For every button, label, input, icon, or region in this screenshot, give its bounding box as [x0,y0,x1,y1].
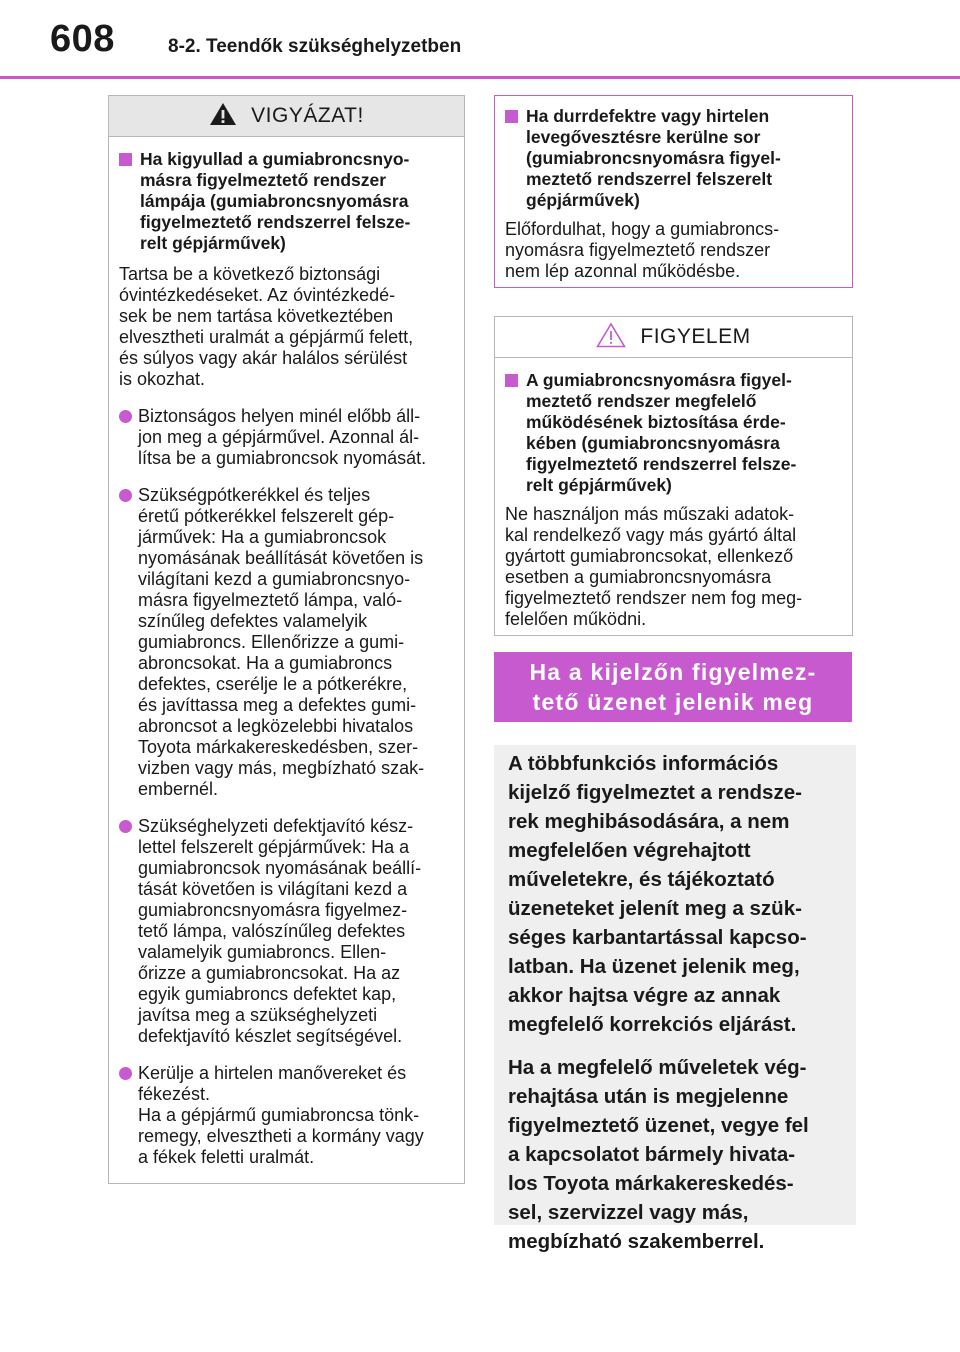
caution-subheading-text: Ha kigyullad a gumiabroncsnyo- másra figyelmeztető rendszer lámpája (gumiabroncsnyomásra figyelmeztető rendszerrel felsze- relt gépjárművek) [140,149,411,253]
round-bullet-icon [119,410,132,423]
info-paragraph: Ha a megfelelő műveletek vég- rehajtása után is megjelenne figyelmeztető üzenet, vegye fel a kapcsolatot bármely hivata- los Toyota márkakereskedés- sel, szervizzel vagy más, megbízható szakemberrel. [508,1056,809,1253]
caution-header [109,96,464,137]
section-banner [494,652,852,722]
list-item-text: Szükségpótkerékkel és teljes éretű pótkerékkel felszerelt gép- járművek: Ha a gumiabroncsok nyomásának beállítását követően is világítani kezd a gumiabroncsnyo- másra figyelmeztető lámpa, való- színűleg defektes valamelyik gumiabroncs. Ellenőrizze a gumi- abroncsokat. Ha a gumiabroncs defektes, cserélje le a pótkerékre, és javíttassa meg a defektes gumi- abroncsot a legközelebbi hivatalos Toyota márkakereskedésben, szer- vizben vagy más, megbízható szak- embernél. [138,485,425,799]
square-bullet-icon [119,153,132,166]
notice-subheading [505,370,838,496]
caution-box [108,95,465,1184]
list-item-text: Biztonságos helyen minél előbb áll- jon meg a gépjárművel. Azonnal ál- lítsa be a gumiabroncsok nyomását. [138,406,427,468]
notice-header [495,317,852,358]
header-rule [0,76,960,79]
caution-continued-subheading [505,106,838,211]
notice-subheading-text: A gumiabroncsnyomásra figyel- meztető rendszer megfelelő működésének biztosítása érde- kében (gumiabroncsnyomásra figyelmeztető rendszerrel felsze- relt gépjárművek) [526,370,797,495]
list-item [119,816,450,1047]
caution-subheading [119,149,450,254]
caution-title: VIGYÁZAT! [251,104,364,127]
info-paragraph: A többfunkciós információs kijelző figyelmeztet a rendsze- rek meghibásodására, a nem megfelelően végrehajtott műveletekre, és tájékoztató üzeneteket jelenít meg a szük- séges karbantartással kapcso- latban. Ha üzenet jelenik meg, akkor hajtsa végre az annak megfelelő korrekciós eljárást. [508,752,807,1036]
notice-text: Ne használjon más műszaki adatok- kal rendelkező vagy más gyártó által gyártott gumiabroncsokat, ellenkező esetben a gumiabroncsnyomásra figyelmeztető rendszer nem fog meg- felelően működni. [505,504,803,629]
notice-triangle-icon [596,322,626,353]
caution-body [109,137,464,1178]
info-panel [494,745,856,1253]
caution-continued-subheading-text: Ha durrdefektre vagy hirtelen levegővesztésre kerülne sor (gumiabroncsnyomásra figyel- meztető rendszerrel felszerelt gépjárművek) [526,106,781,210]
square-bullet-icon [505,374,518,387]
list-item [119,406,450,469]
round-bullet-icon [119,820,132,833]
notice-body [495,358,852,640]
warning-triangle-icon [209,102,237,131]
section-banner-title: Ha a kijelzőn figyelmez- tető üzenet jelenik meg [529,659,817,715]
page-header [0,0,960,80]
square-bullet-icon [505,110,518,123]
round-bullet-icon [119,489,132,502]
notice-box [494,316,853,636]
list-item-text: Kerülje a hirtelen manővereket és fékezést. Ha a gépjármű gumiabroncsa tönk- remegy, elvesztheti a kormány vagy a fékek feletti uralmát. [138,1063,424,1167]
caution-continued-text: Előfordulhat, hogy a gumiabroncs- nyomásra figyelmeztető rendszer nem lép azonnal működésbe. [505,219,780,281]
page-number: 608 [50,18,115,60]
list-item-text: Szükséghelyzeti defektjavító kész- lettel felszerelt gépjárművek: Ha a gumiabroncsok nyomásának beállí- tását követően is világítani kezd a gumiabroncsnyomásra figyelmez- tető lámpa, valószínűleg defektes valamelyik gumiabroncs. Ellen- őrizze a gumiabroncsokat. Ha az egyik gumiabroncs defektet kap, javítsa meg a szükséghelyzeti defektjavító készlet segítségével. [138,816,422,1046]
round-bullet-icon [119,1067,132,1080]
caution-intro: Tartsa be a következő biztonsági óvintézkedéseket. Az óvintézkedé- sek be nem tartása következtében elvesztheti uralmát a gépjármű felett, és súlyos vagy akár halálos sérülést is okozhat. [119,264,414,389]
section-title: 8-2. Teendők szükséghelyzetben [168,36,462,57]
caution-continued-box [494,95,853,288]
notice-title: FIGYELEM [640,325,751,348]
list-item [119,485,450,800]
caution-continued-body [495,96,852,292]
list-item [119,1063,450,1168]
